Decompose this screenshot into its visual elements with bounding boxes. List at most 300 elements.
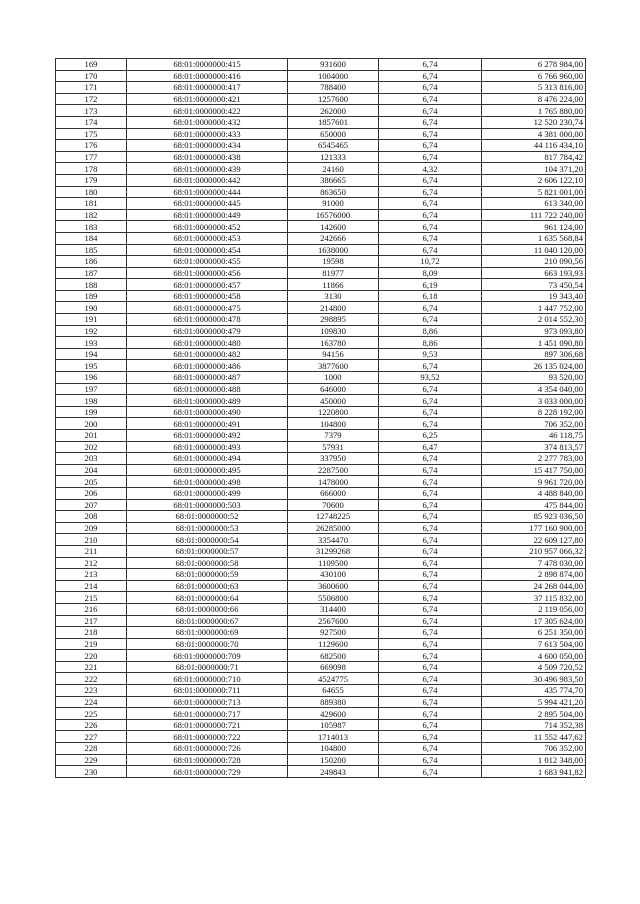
cadastral-number-cell: 68:01:0000000:452 — [127, 221, 288, 233]
table-row — [56, 372, 586, 384]
cadastral-number-cell: 68:01:0000000:454 — [127, 244, 288, 256]
row-number-cell: 208 — [56, 511, 127, 523]
area-cell: 1714013 — [288, 731, 379, 743]
row-number-cell: 221 — [56, 661, 127, 673]
row-number-cell: 187 — [56, 267, 127, 279]
table-row — [56, 267, 586, 279]
cadastral-number-cell: 68:01:0000000:491 — [127, 418, 288, 430]
specific-value-cell: 6,74 — [379, 314, 482, 326]
cadastral-number-cell: 68:01:0000000:59 — [127, 569, 288, 581]
area-cell: 109830 — [288, 325, 379, 337]
cadastral-number-cell: 68:01:0000000:417 — [127, 82, 288, 94]
cadastral-value-cell: 4 509 720,52 — [482, 661, 586, 673]
cadastral-number-cell: 68:01:0000000:721 — [127, 719, 288, 731]
cadastral-value-cell: 22 609 127,80 — [482, 534, 586, 546]
table-row — [56, 615, 586, 627]
table-row — [56, 522, 586, 534]
row-number-cell: 172 — [56, 93, 127, 105]
cadastral-value-cell: 4 600 050,00 — [482, 650, 586, 662]
cadastral-value-cell: 706 352,00 — [482, 418, 586, 430]
cadastral-value-cell: 6 278 984,00 — [482, 59, 586, 71]
area-cell: 450000 — [288, 395, 379, 407]
cadastral-number-cell: 68:01:0000000:67 — [127, 615, 288, 627]
table-row — [56, 441, 586, 453]
row-number-cell: 207 — [56, 499, 127, 511]
area-cell: 26285000 — [288, 522, 379, 534]
specific-value-cell: 6,74 — [379, 116, 482, 128]
row-number-cell: 176 — [56, 140, 127, 152]
row-number-cell: 171 — [56, 82, 127, 94]
table-row — [56, 511, 586, 523]
area-cell: 2287500 — [288, 464, 379, 476]
specific-value-cell: 6,74 — [379, 140, 482, 152]
row-number-cell: 191 — [56, 314, 127, 326]
cadastral-number-cell: 68:01:0000000:486 — [127, 360, 288, 372]
cadastral-value-cell: 4 381 000,00 — [482, 128, 586, 140]
cadastral-value-cell: 37 115 832,00 — [482, 592, 586, 604]
specific-value-cell: 6,74 — [379, 406, 482, 418]
cadastral-value-cell: 8 228 192,00 — [482, 406, 586, 418]
cadastral-value-cell: 714 352,38 — [482, 719, 586, 731]
row-number-cell: 196 — [56, 372, 127, 384]
table-row — [56, 93, 586, 105]
specific-value-cell: 6,74 — [379, 615, 482, 627]
table-row — [56, 499, 586, 511]
area-cell: 6545465 — [288, 140, 379, 152]
area-cell: 3130 — [288, 290, 379, 302]
row-number-cell: 179 — [56, 174, 127, 186]
cadastral-number-cell: 68:01:0000000:421 — [127, 93, 288, 105]
specific-value-cell: 6,74 — [379, 395, 482, 407]
table-row — [56, 406, 586, 418]
area-cell: 150200 — [288, 754, 379, 766]
specific-value-cell: 6,74 — [379, 418, 482, 430]
cadastral-value-cell: 2 895 504,00 — [482, 708, 586, 720]
area-cell: 889380 — [288, 696, 379, 708]
table-row — [56, 545, 586, 557]
area-cell: 12748225 — [288, 511, 379, 523]
row-number-cell: 202 — [56, 441, 127, 453]
cadastral-number-cell: 68:01:0000000:713 — [127, 696, 288, 708]
table-row — [56, 430, 586, 442]
area-cell: 682500 — [288, 650, 379, 662]
cadastral-value-cell: 897 306,68 — [482, 348, 586, 360]
cadastral-value-cell: 210 957 066,32 — [482, 545, 586, 557]
cadastral-value-cell: 9 961 720,00 — [482, 476, 586, 488]
table-row — [56, 731, 586, 743]
area-cell: 214800 — [288, 302, 379, 314]
specific-value-cell: 6,74 — [379, 580, 482, 592]
row-number-cell: 188 — [56, 279, 127, 291]
table-row — [56, 685, 586, 697]
specific-value-cell: 6,74 — [379, 743, 482, 755]
specific-value-cell: 6,74 — [379, 731, 482, 743]
table-row — [56, 302, 586, 314]
specific-value-cell: 6,74 — [379, 673, 482, 685]
row-number-cell: 209 — [56, 522, 127, 534]
area-cell: 3600600 — [288, 580, 379, 592]
cadastral-number-cell: 68:01:0000000:493 — [127, 441, 288, 453]
cadastral-value-cell: 6 251 350,00 — [482, 627, 586, 639]
cadastral-value-cell: 1 683 941,82 — [482, 766, 586, 778]
area-cell: 91000 — [288, 198, 379, 210]
row-number-cell: 226 — [56, 719, 127, 731]
area-cell: 669098 — [288, 661, 379, 673]
area-cell: 931600 — [288, 59, 379, 71]
row-number-cell: 180 — [56, 186, 127, 198]
cadastral-value-cell: 2 014 552,30 — [482, 314, 586, 326]
cadastral-value-cell: 85 923 036,50 — [482, 511, 586, 523]
cadastral-number-cell: 68:01:0000000:488 — [127, 383, 288, 395]
cadastral-number-cell: 68:01:0000000:70 — [127, 638, 288, 650]
table-row — [56, 209, 586, 221]
cadastral-value-cell: 210 090,56 — [482, 256, 586, 268]
cadastral-value-cell: 613 340,00 — [482, 198, 586, 210]
cadastral-value-cell: 4 354 040,00 — [482, 383, 586, 395]
cadastral-number-cell: 68:01:0000000:475 — [127, 302, 288, 314]
cadastral-number-cell: 68:01:0000000:63 — [127, 580, 288, 592]
row-number-cell: 197 — [56, 383, 127, 395]
cadastral-value-cell: 1 451 090,80 — [482, 337, 586, 349]
row-number-cell: 175 — [56, 128, 127, 140]
area-cell: 249843 — [288, 766, 379, 778]
table-row — [56, 650, 586, 662]
cadastral-value-table — [55, 58, 586, 778]
cadastral-value-cell: 111 722 240,00 — [482, 209, 586, 221]
cadastral-number-cell: 68:01:0000000:445 — [127, 198, 288, 210]
specific-value-cell: 6,74 — [379, 221, 482, 233]
cadastral-value-cell: 2 277 783,00 — [482, 453, 586, 465]
specific-value-cell: 6,74 — [379, 685, 482, 697]
cadastral-number-cell: 68:01:0000000:432 — [127, 116, 288, 128]
row-number-cell: 214 — [56, 580, 127, 592]
specific-value-cell: 6,74 — [379, 511, 482, 523]
cadastral-number-cell: 68:01:0000000:415 — [127, 59, 288, 71]
area-cell: 24160 — [288, 163, 379, 175]
table-row — [56, 105, 586, 117]
row-number-cell: 173 — [56, 105, 127, 117]
cadastral-value-cell: 1 765 880,00 — [482, 105, 586, 117]
table-row — [56, 337, 586, 349]
specific-value-cell: 6,74 — [379, 557, 482, 569]
cadastral-value-cell: 3 033 000,00 — [482, 395, 586, 407]
table-row — [56, 569, 586, 581]
cadastral-value-cell: 177 160 900,00 — [482, 522, 586, 534]
specific-value-cell: 6,74 — [379, 302, 482, 314]
cadastral-number-cell: 68:01:0000000:64 — [127, 592, 288, 604]
cadastral-value-cell: 15 417 750,00 — [482, 464, 586, 476]
row-number-cell: 222 — [56, 673, 127, 685]
row-number-cell: 219 — [56, 638, 127, 650]
cadastral-value-cell: 5 994 421,20 — [482, 696, 586, 708]
cadastral-number-cell: 68:01:0000000:434 — [127, 140, 288, 152]
row-number-cell: 217 — [56, 615, 127, 627]
row-number-cell: 186 — [56, 256, 127, 268]
row-number-cell: 192 — [56, 325, 127, 337]
specific-value-cell: 6,74 — [379, 754, 482, 766]
table-row — [56, 140, 586, 152]
row-number-cell: 223 — [56, 685, 127, 697]
area-cell: 337950 — [288, 453, 379, 465]
cadastral-value-cell: 44 116 434,10 — [482, 140, 586, 152]
table-row — [56, 314, 586, 326]
area-cell: 262000 — [288, 105, 379, 117]
cadastral-value-cell: 706 352,00 — [482, 743, 586, 755]
cadastral-value-cell: 2 119 056,00 — [482, 603, 586, 615]
row-number-cell: 198 — [56, 395, 127, 407]
cadastral-number-cell: 68:01:0000000:453 — [127, 232, 288, 244]
area-cell: 3877600 — [288, 360, 379, 372]
row-number-cell: 229 — [56, 754, 127, 766]
cadastral-value-cell: 6 766 960,00 — [482, 70, 586, 82]
row-number-cell: 201 — [56, 430, 127, 442]
cadastral-number-cell: 68:01:0000000:490 — [127, 406, 288, 418]
cadastral-value-cell: 5 313 816,00 — [482, 82, 586, 94]
cadastral-value-cell: 435 774,70 — [482, 685, 586, 697]
area-cell: 31299268 — [288, 545, 379, 557]
cadastral-value-cell: 1 447 752,00 — [482, 302, 586, 314]
specific-value-cell: 6,74 — [379, 70, 482, 82]
area-cell: 1129600 — [288, 638, 379, 650]
cadastral-number-cell: 68:01:0000000:729 — [127, 766, 288, 778]
cadastral-value-cell: 93 520,00 — [482, 372, 586, 384]
specific-value-cell: 6,18 — [379, 290, 482, 302]
table-row — [56, 696, 586, 708]
cadastral-value-cell: 7 613 504,00 — [482, 638, 586, 650]
specific-value-cell: 6,74 — [379, 174, 482, 186]
row-number-cell: 211 — [56, 545, 127, 557]
area-cell: 1220800 — [288, 406, 379, 418]
specific-value-cell: 6,74 — [379, 708, 482, 720]
specific-value-cell: 10,72 — [379, 256, 482, 268]
specific-value-cell: 8,86 — [379, 337, 482, 349]
cadastral-value-cell: 73 450,54 — [482, 279, 586, 291]
row-number-cell: 218 — [56, 627, 127, 639]
cadastral-number-cell: 68:01:0000000:494 — [127, 453, 288, 465]
table-row — [56, 59, 586, 71]
row-number-cell: 174 — [56, 116, 127, 128]
specific-value-cell: 6,74 — [379, 209, 482, 221]
cadastral-value-cell: 817 784,42 — [482, 151, 586, 163]
specific-value-cell: 4,32 — [379, 163, 482, 175]
specific-value-cell: 6,74 — [379, 545, 482, 557]
cadastral-number-cell: 68:01:0000000:442 — [127, 174, 288, 186]
area-cell: 104800 — [288, 743, 379, 755]
specific-value-cell: 6,74 — [379, 534, 482, 546]
cadastral-number-cell: 68:01:0000000:503 — [127, 499, 288, 511]
area-cell: 2567600 — [288, 615, 379, 627]
table-row — [56, 163, 586, 175]
cadastral-value-cell: 8 476 224,00 — [482, 93, 586, 105]
table-row — [56, 453, 586, 465]
table-row — [56, 592, 586, 604]
area-cell: 1857601 — [288, 116, 379, 128]
area-cell: 81977 — [288, 267, 379, 279]
table-row — [56, 534, 586, 546]
specific-value-cell: 6,74 — [379, 198, 482, 210]
cadastral-value-cell: 5 821 001,00 — [482, 186, 586, 198]
table-row — [56, 279, 586, 291]
row-number-cell: 170 — [56, 70, 127, 82]
table-row — [56, 221, 586, 233]
area-cell: 64655 — [288, 685, 379, 697]
area-cell: 7379 — [288, 430, 379, 442]
area-cell: 927500 — [288, 627, 379, 639]
table-row — [56, 743, 586, 755]
cadastral-value-cell: 46 118,75 — [482, 430, 586, 442]
area-cell: 1257600 — [288, 93, 379, 105]
cadastral-number-cell: 68:01:0000000:438 — [127, 151, 288, 163]
cadastral-number-cell: 68:01:0000000:457 — [127, 279, 288, 291]
table-row — [56, 673, 586, 685]
specific-value-cell: 6,74 — [379, 661, 482, 673]
area-cell: 19598 — [288, 256, 379, 268]
specific-value-cell: 6,74 — [379, 59, 482, 71]
row-number-cell: 230 — [56, 766, 127, 778]
specific-value-cell: 6,74 — [379, 499, 482, 511]
cadastral-number-cell: 68:01:0000000:711 — [127, 685, 288, 697]
cadastral-value-cell: 26 135 024,00 — [482, 360, 586, 372]
cadastral-number-cell: 68:01:0000000:498 — [127, 476, 288, 488]
cadastral-number-cell: 68:01:0000000:433 — [127, 128, 288, 140]
specific-value-cell: 6,74 — [379, 464, 482, 476]
cadastral-value-cell: 30 496 983,50 — [482, 673, 586, 685]
area-cell: 650000 — [288, 128, 379, 140]
row-number-cell: 181 — [56, 198, 127, 210]
cadastral-value-cell: 7 478 030,00 — [482, 557, 586, 569]
table-row — [56, 348, 586, 360]
table-row — [56, 128, 586, 140]
table-row — [56, 244, 586, 256]
table-row — [56, 360, 586, 372]
table-row — [56, 487, 586, 499]
cadastral-value-cell: 1 635 568,84 — [482, 232, 586, 244]
cadastral-number-cell: 68:01:0000000:57 — [127, 545, 288, 557]
row-number-cell: 216 — [56, 603, 127, 615]
cadastral-number-cell: 68:01:0000000:449 — [127, 209, 288, 221]
row-number-cell: 224 — [56, 696, 127, 708]
area-cell: 788400 — [288, 82, 379, 94]
row-number-cell: 205 — [56, 476, 127, 488]
area-cell: 1000 — [288, 372, 379, 384]
row-number-cell: 210 — [56, 534, 127, 546]
row-number-cell: 178 — [56, 163, 127, 175]
row-number-cell: 182 — [56, 209, 127, 221]
area-cell: 646000 — [288, 383, 379, 395]
cadastral-value-cell: 104 371,20 — [482, 163, 586, 175]
cadastral-value-cell: 2 898 874,00 — [482, 569, 586, 581]
row-number-cell: 228 — [56, 743, 127, 755]
specific-value-cell: 6,25 — [379, 430, 482, 442]
area-cell: 429600 — [288, 708, 379, 720]
area-cell: 3354470 — [288, 534, 379, 546]
table-row — [56, 70, 586, 82]
row-number-cell: 193 — [56, 337, 127, 349]
area-cell: 11866 — [288, 279, 379, 291]
specific-value-cell: 6,74 — [379, 244, 482, 256]
row-number-cell: 203 — [56, 453, 127, 465]
area-cell: 1004000 — [288, 70, 379, 82]
cadastral-value-cell: 11 552 447,62 — [482, 731, 586, 743]
table-row — [56, 383, 586, 395]
cadastral-number-cell: 68:01:0000000:499 — [127, 487, 288, 499]
cadastral-number-cell: 68:01:0000000:710 — [127, 673, 288, 685]
table-row — [56, 661, 586, 673]
area-cell: 142600 — [288, 221, 379, 233]
cadastral-number-cell: 68:01:0000000:478 — [127, 314, 288, 326]
table-row — [56, 719, 586, 731]
specific-value-cell: 6,74 — [379, 650, 482, 662]
area-cell: 314400 — [288, 603, 379, 615]
specific-value-cell: 6,74 — [379, 476, 482, 488]
cadastral-value-cell: 12 520 230,74 — [482, 116, 586, 128]
cadastral-number-cell: 68:01:0000000:480 — [127, 337, 288, 349]
cadastral-value-cell: 1 012 348,00 — [482, 754, 586, 766]
cadastral-value-cell: 475 844,00 — [482, 499, 586, 511]
specific-value-cell: 6,74 — [379, 696, 482, 708]
table-row — [56, 580, 586, 592]
table-body — [56, 59, 586, 778]
cadastral-number-cell: 68:01:0000000:492 — [127, 430, 288, 442]
row-number-cell: 204 — [56, 464, 127, 476]
area-cell: 242666 — [288, 232, 379, 244]
row-number-cell: 212 — [56, 557, 127, 569]
table-row — [56, 766, 586, 778]
specific-value-cell: 93,52 — [379, 372, 482, 384]
specific-value-cell: 6,74 — [379, 128, 482, 140]
table-row — [56, 603, 586, 615]
specific-value-cell: 6,74 — [379, 592, 482, 604]
area-cell: 57931 — [288, 441, 379, 453]
cadastral-value-cell: 11 040 120,00 — [482, 244, 586, 256]
table-row — [56, 82, 586, 94]
specific-value-cell: 6,74 — [379, 93, 482, 105]
cadastral-number-cell: 68:01:0000000:458 — [127, 290, 288, 302]
row-number-cell: 194 — [56, 348, 127, 360]
specific-value-cell: 8,86 — [379, 325, 482, 337]
cadastral-value-cell: 973 093,80 — [482, 325, 586, 337]
cadastral-number-cell: 68:01:0000000:444 — [127, 186, 288, 198]
table-row — [56, 754, 586, 766]
table-row — [56, 638, 586, 650]
table-row — [56, 325, 586, 337]
cadastral-number-cell: 68:01:0000000:726 — [127, 743, 288, 755]
area-cell: 1109500 — [288, 557, 379, 569]
row-number-cell: 183 — [56, 221, 127, 233]
cadastral-number-cell: 68:01:0000000:53 — [127, 522, 288, 534]
cadastral-number-cell: 68:01:0000000:487 — [127, 372, 288, 384]
cadastral-number-cell: 68:01:0000000:69 — [127, 627, 288, 639]
cadastral-number-cell: 68:01:0000000:455 — [127, 256, 288, 268]
cadastral-number-cell: 68:01:0000000:439 — [127, 163, 288, 175]
specific-value-cell: 6,74 — [379, 638, 482, 650]
cadastral-number-cell: 68:01:0000000:54 — [127, 534, 288, 546]
specific-value-cell: 8,09 — [379, 267, 482, 279]
row-number-cell: 190 — [56, 302, 127, 314]
area-cell: 298895 — [288, 314, 379, 326]
cadastral-number-cell: 68:01:0000000:489 — [127, 395, 288, 407]
cadastral-value-cell: 4 488 840,00 — [482, 487, 586, 499]
row-number-cell: 206 — [56, 487, 127, 499]
specific-value-cell: 6,74 — [379, 603, 482, 615]
row-number-cell: 189 — [56, 290, 127, 302]
area-cell: 105987 — [288, 719, 379, 731]
row-number-cell: 169 — [56, 59, 127, 71]
cadastral-number-cell: 68:01:0000000:66 — [127, 603, 288, 615]
row-number-cell: 213 — [56, 569, 127, 581]
row-number-cell: 225 — [56, 708, 127, 720]
area-cell: 163780 — [288, 337, 379, 349]
